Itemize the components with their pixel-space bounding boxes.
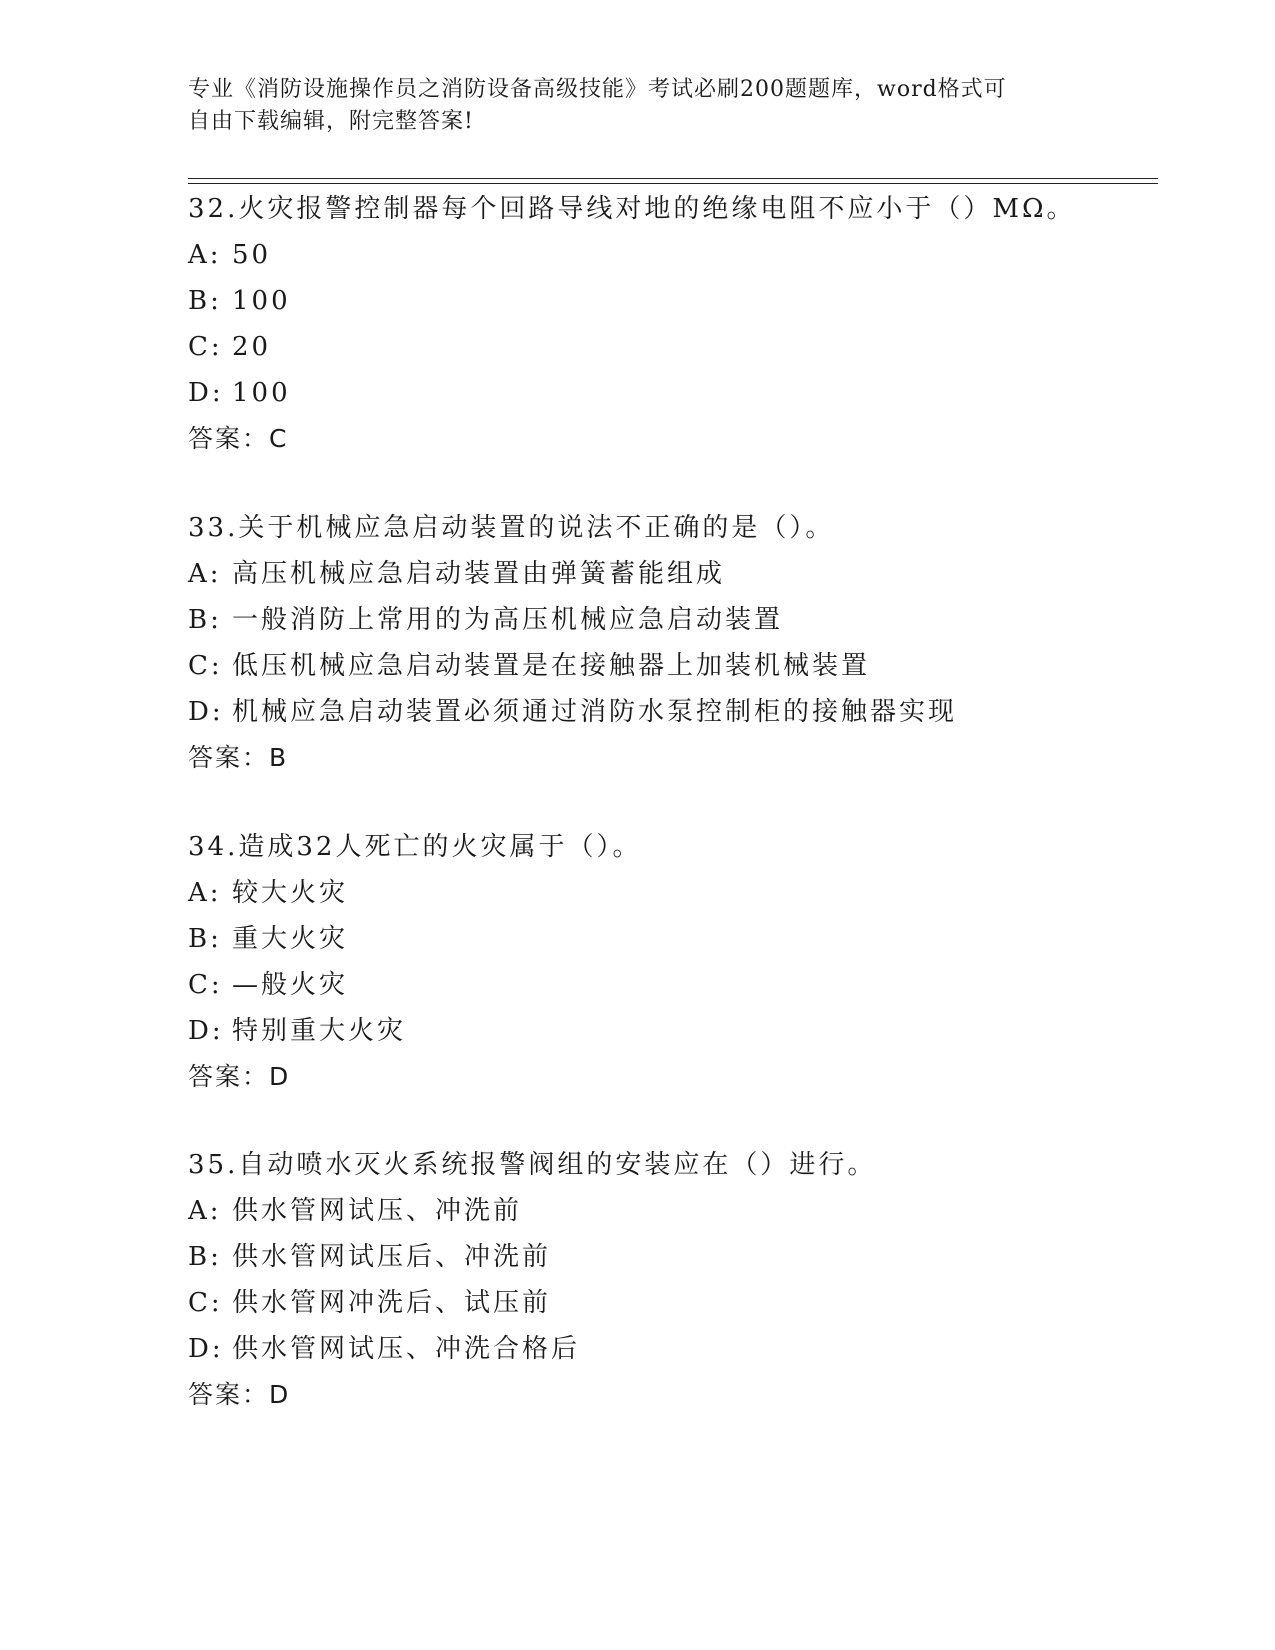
option-text: 50 — [232, 240, 272, 270]
option-b — [188, 597, 1188, 643]
answer-line: 答案：D — [188, 1380, 291, 1409]
header-line-1: 专业《消防设施操作员之消防设备高级技能》考试必刷200题题库，word格式可 — [188, 77, 1007, 102]
question-number: 35. — [188, 1150, 239, 1180]
option-label: C: — [188, 1288, 223, 1318]
question-text: 自动喷水灭火系统报警阀组的安装应在（）进行。 — [238, 1150, 877, 1180]
option-d — [188, 370, 1188, 416]
option-label: B: — [188, 1242, 222, 1272]
question-text: 造成32人死亡的火灾属于（）。 — [238, 832, 642, 862]
option-text: 机械应急启动装置必须通过消防水泵控制柜的接触器实现 — [232, 697, 958, 727]
option-a — [188, 232, 1188, 278]
header-line-2: 自由下载编辑，附完整答案! — [188, 109, 474, 134]
question-32 — [188, 186, 1188, 462]
option-text: —般火灾 — [232, 970, 349, 1000]
question-text: 火灾报警控制器每个回路导线对地的绝缘电阻不应小于（）MΩ。 — [238, 194, 1076, 224]
answer-line: 答案：B — [188, 743, 289, 772]
option-b — [188, 1234, 1188, 1280]
question-text: 关于机械应急启动装置的说法不正确的是（）。 — [238, 513, 835, 543]
option-label: C: — [188, 651, 223, 681]
option-label: D: — [188, 378, 224, 408]
question-number: 33. — [188, 513, 239, 543]
option-text: 重大火灾 — [232, 924, 349, 954]
option-label: C: — [188, 970, 223, 1000]
option-text: 一般消防上常用的为高压机械应急启动装置 — [232, 605, 784, 635]
answer-line: 答案：C — [188, 424, 289, 453]
option-text: 较大火灾 — [232, 878, 349, 908]
option-c — [188, 1280, 1188, 1326]
option-label: D: — [188, 697, 224, 727]
option-text: 低压机械应急启动装置是在接触器上加装机械装置 — [232, 651, 871, 681]
header-divider-top — [188, 178, 1158, 179]
option-label: B: — [188, 286, 222, 316]
option-c — [188, 324, 1188, 370]
question-33 — [188, 505, 1188, 781]
answer-line: 答案：D — [188, 1062, 291, 1091]
option-c — [188, 643, 1188, 689]
question-number: 34. — [188, 832, 239, 862]
option-text: 供水管网试压、冲洗前 — [232, 1196, 523, 1226]
option-label: A: — [188, 1196, 222, 1226]
option-text: 高压机械应急启动装置由弹簧蓄能组成 — [232, 559, 726, 589]
option-text: 20 — [232, 332, 272, 362]
option-text: 100 — [232, 378, 291, 408]
option-b — [188, 278, 1188, 324]
option-label: B: — [188, 605, 222, 635]
question-title — [188, 186, 1188, 232]
option-label: A: — [188, 240, 222, 270]
option-label: A: — [188, 878, 222, 908]
option-text: 供水管网试压、冲洗合格后 — [232, 1334, 581, 1364]
document-header — [188, 74, 1088, 138]
option-text: 特别重大火灾 — [232, 1016, 407, 1046]
option-b — [188, 916, 1188, 962]
question-title — [188, 1142, 1188, 1188]
option-c — [188, 962, 1188, 1008]
option-label: B: — [188, 924, 222, 954]
option-label: D: — [188, 1016, 224, 1046]
option-a — [188, 551, 1188, 597]
option-a — [188, 1188, 1188, 1234]
question-title — [188, 824, 1188, 870]
header-divider-bottom — [188, 183, 1158, 184]
option-label: D: — [188, 1334, 224, 1364]
option-d — [188, 1326, 1188, 1372]
question-number: 32. — [188, 194, 239, 224]
option-label: A: — [188, 559, 222, 589]
question-35 — [188, 1142, 1188, 1418]
option-text: 供水管网试压后、冲洗前 — [232, 1242, 552, 1272]
question-34 — [188, 824, 1188, 1100]
question-title — [188, 505, 1188, 551]
option-a — [188, 870, 1188, 916]
option-label: C: — [188, 332, 223, 362]
option-d — [188, 689, 1188, 735]
option-text: 供水管网冲洗后、试压前 — [232, 1288, 552, 1318]
option-text: 100 — [232, 286, 291, 316]
option-d — [188, 1008, 1188, 1054]
